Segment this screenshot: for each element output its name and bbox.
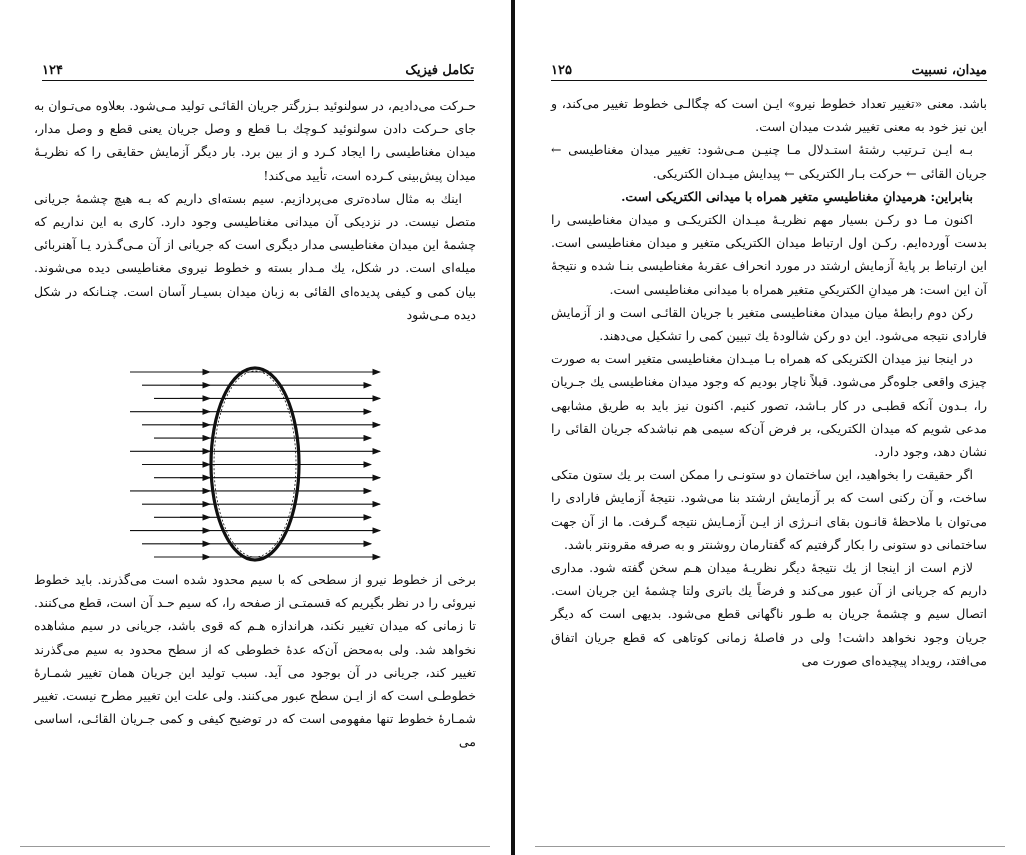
left-paragraph-2: اینك به مثال ساده‌تری می‌پردازیم. سیم بسته‌ای داریم که بـه هیچ چشمهٔ جریانی متصل نیست. در نزدیکی آن میدانی مغناطیسی وجود دارد. کاری به این نداریم که چشمهٔ این میدان مغناطیسی مدار دیگری است که جریانی از آن مـی‌گـذرد یـا آهنربائی میله‌ای است. در شکل، یك مـدار بسته و خطوط نیروی مغناطیسی دیده می‌شوند. بیان کمی و کیفی پدیده‌ای القائی به زبان میدان بسیـار آسان است. چنـانکه در شکل دیده مـی‌شود (34, 190, 476, 322)
right-paragraph: در اینجا نیز میدان الکتریکی که همراه بـا میـدان مغناطیسی متغیر است به صورت چیزی واقعی جلوه‌گر می‌شود. قبلاً ناچار بودیم که وجود میدان مغناطیسی یك جـریان را، بـدون آنکه قطبـی در کار بـاشد، تصور کنیم. اکنون نیز باید به طریق مشابهی مدعی شویم که میدان الکتریکی، بر فرض آن‌که سیمی هم نباشدکه جریان القائی را نشان دهد، وجود دارد. (551, 351, 987, 460)
left-page-number: ۱۲۴ (42, 63, 63, 78)
right-page-number: ۱۲۵ (551, 63, 572, 78)
left-text-top (34, 94, 476, 326)
right-paragraph: لازم است از اینجا از یك نتیجهٔ دیگر نظریـهٔ میدان هـم سخن گفته شود. مداری داریم که جریانی از آن عبور می‌کند و فرضاً یك باتری ولتا چشمهٔ این جریان است. اتصال سیم و چشمهٔ جریان به طـور ناگهانی قطع می‌شود. بدیهی است که دیگر جریان وجود نخواهد داشت! ولی در فاصلهٔ زمانی کوتاهی که قطع جریان اتفاق می‌افتد، رویداد پیچیده‌ای صورت می (551, 560, 987, 668)
right-paragraph: بنابراین: هرمیدانِ مغناطیسیِ متغیر همراه با میدانی الکتریکی است. (621, 188, 973, 204)
left-page (0, 0, 511, 855)
field-lines-diagram (120, 362, 390, 567)
right-running-title: میدان، نسبیت (911, 63, 987, 78)
field-lines (130, 372, 380, 557)
right-paragraph: اگر حقیقت را بخواهید، این ساختمان دو ستونـی را ممکن است بر یك ستون متکی ساخت، و آن رکنی است که بر آزمایش ارشتد بنا می‌شود. نتیجهٔ آزمایش فارادی را می‌توان با ملاحظهٔ قانـون بقای انـرژی از ایـن آزمـایش نتیجه گـرفت. ما از آن جهت ساختمانی دو ستونی را بکار گرفتیم که گفتارمان روشنتر و به صرفه مقرونتر باشد. (551, 467, 987, 552)
left-bottom-rule (20, 846, 490, 847)
left-paragraph-1: حـرکت می‌دادیم، در سولنوئید بـزرگتر جریان القائـی تولید مـی‌شود. بعلاوه می‌تـوان به جای حـرکت دادن سولنوئید کـوچك بـا قطع و وصل جریان یعنی قطع و وصل مدار، میدان مغناطیسی را ایجاد کـرد و از بین برد. بار دیگر آزمایش حقایقی را که نظریـهٔ میدان پیش‌بینی کـرده است، تأیید می‌کند! (34, 98, 476, 183)
right-page (515, 0, 1026, 855)
right-paragraph: باشد. معنی «تغییر تعداد خطوط نیرو» ایـن است که چگالـی خطوط تغییر می‌کند، و این نیز خود به معنی تغییر شدت میدان است. (551, 96, 987, 135)
left-text-bottom (34, 568, 476, 754)
right-bottom-rule (535, 846, 1005, 847)
left-paragraph-3: برخی از خطوط نیرو از سطحی که با سیم محدود شده است می‌گذرند. باید خطوط نیروئی را در نظر بگیریم که قسمتـی از صفحه را، که سیم حـد آن است، قطع می‌کنند. تا زمانی که میدان تغییر نکند، هراندازه هـم که قوی باشد، جریانی در سیم مشاهده نخواهد شد. ولی به‌محض آن‌که عدهٔ خطوطی که از سطح محدود به سیم می‌گذرند تغییر کند، جریانی در آن بوجود می آید. سبب تولید این جریان همان تغییر شمـارهٔ خطوطـی است که از ایـن سطح عبور می‌کنند. ولی علت این تغییر مطرح نیست. تغییر شمـارهٔ خطوط تنها مفهومی است که در توضیح کیفی و کمی جـریان القائـی، اساسی می (34, 572, 476, 750)
right-paragraph: اکنون مـا دو رکـن بسیار مهم نظریـهٔ میـدان الکتریکـی و میدان مغناطیسی را بدست آورده‌ایم. رکـن اول ارتباط میدان الکتریکی متغیر و میدان مغناطیسی است. این ارتباط بر پایهٔ آزمایش ارشتد در مورد انحراف عقربهٔ مغناطیسی بنـا شده و نتیجهٔ آن این است: هر میدانِ الکتریکیِ متغیر همراه با میدانی مغناطیسی است. (551, 212, 987, 297)
loop-field-lines-figure (120, 362, 390, 567)
right-paragraph: بـه ایـن تـرتیب رشتهٔ استـدلال مـا چنیـن مـی‌شود: تغییر میدان مغناطیسی ← جریان القائی ← حرکت بـار الکتریکی ← پیدایش میـدان الکتریکی. (551, 142, 987, 181)
left-running-title: تکامل فیزیک (405, 63, 474, 78)
left-running-head (42, 56, 474, 81)
right-running-head (551, 56, 987, 81)
right-text (551, 92, 987, 672)
right-paragraph: رکن دوم رابطهٔ میان میدان مغناطیسی متغیر با جریان القائـی است و از آزمایش فارادی نتیجه می‌شود. این دو رکن شالودهٔ یك تبیین کمی را تشکیل می‌دهند. (551, 304, 987, 344)
